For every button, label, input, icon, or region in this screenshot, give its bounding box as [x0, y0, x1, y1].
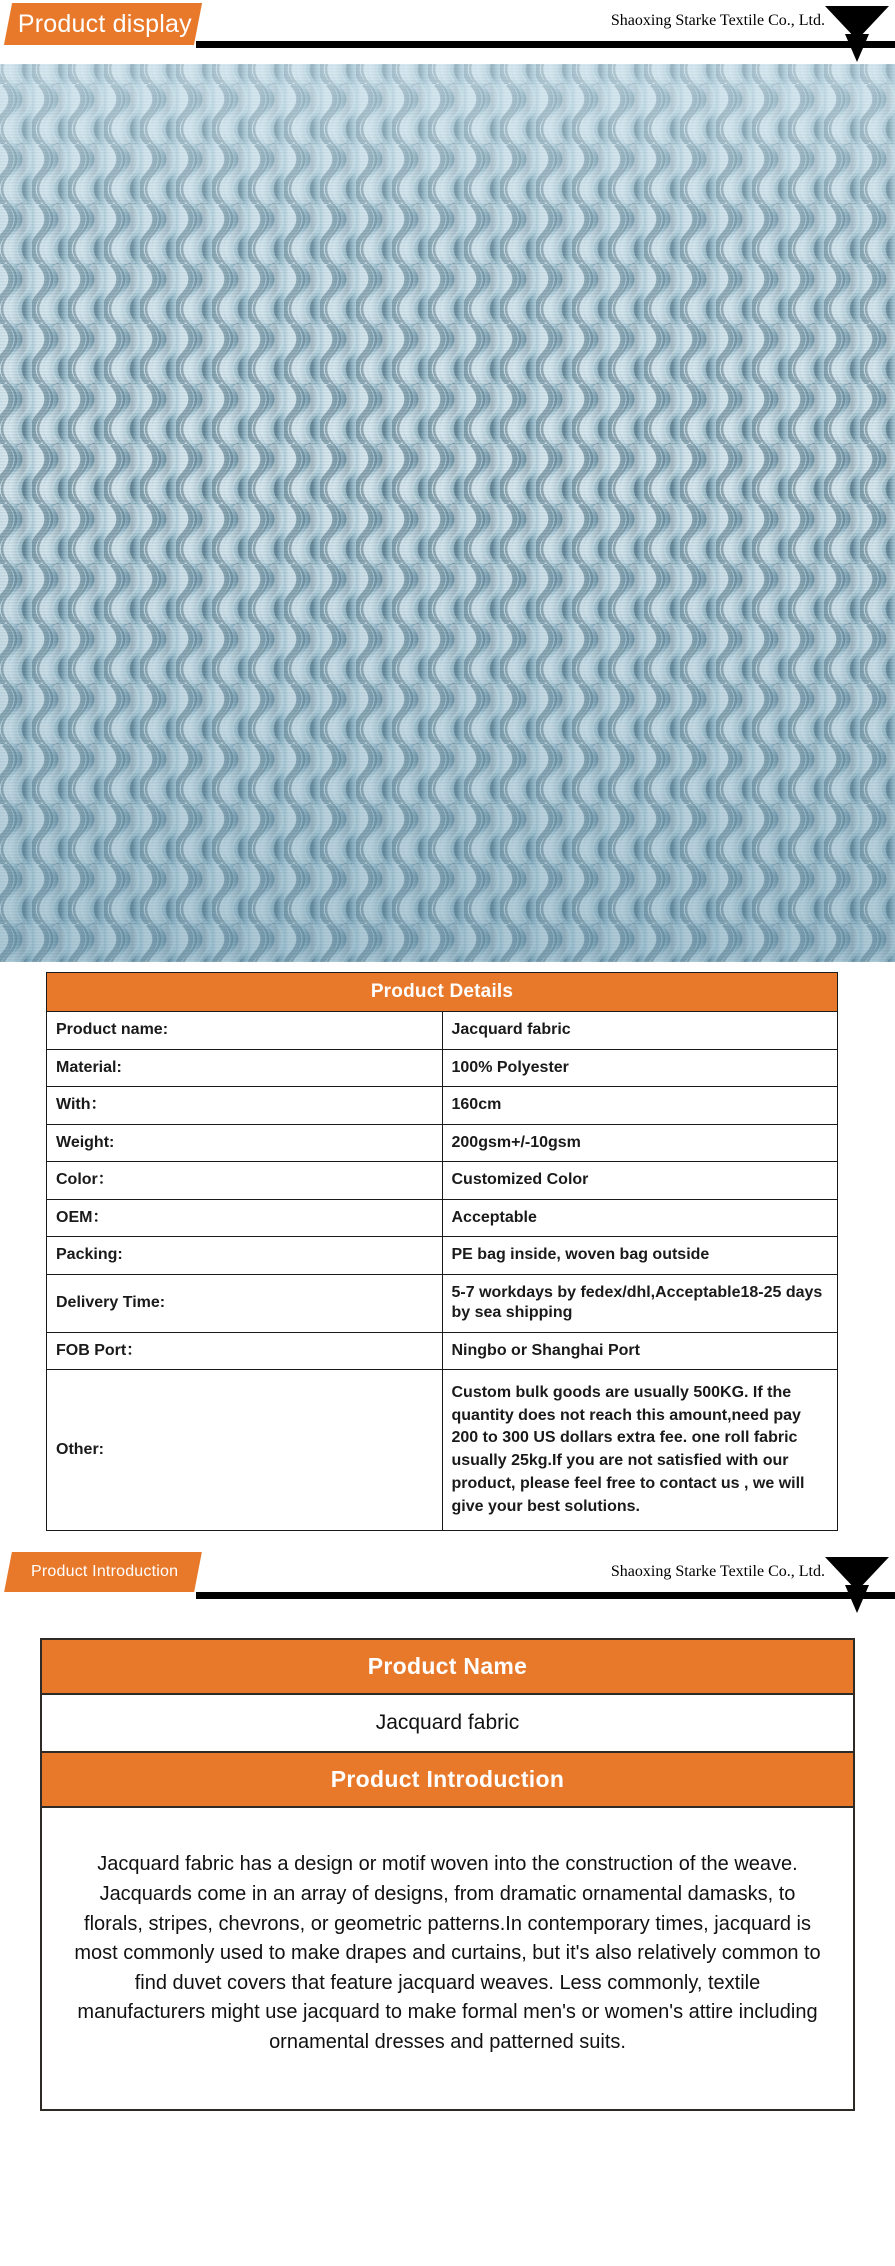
logo-v-shape	[845, 34, 869, 62]
detail-value: Jacquard fabric	[442, 1012, 838, 1049]
fabric-lighting-overlay	[0, 64, 895, 962]
section-tag-product-display	[4, 3, 202, 45]
detail-value: PE bag inside, woven bag outside	[442, 1237, 838, 1274]
triangle-logo-icon	[825, 1557, 889, 1613]
table-row	[47, 1124, 838, 1161]
product-details-header-cell: Product Details	[47, 973, 838, 1012]
detail-value: 100% Polyester	[442, 1049, 838, 1086]
triangle-logo-icon	[825, 6, 889, 62]
section-header-product-display	[0, 0, 895, 64]
product-introduction-header: Product Introduction	[41, 1752, 854, 1807]
detail-key: With：	[47, 1087, 443, 1124]
detail-value: Acceptable	[442, 1199, 838, 1236]
table-row	[47, 1274, 838, 1332]
detail-key: Material:	[47, 1049, 443, 1086]
table-row	[41, 1807, 854, 2110]
product-details-section	[0, 962, 895, 1531]
product-introduction-table	[40, 1638, 855, 2111]
table-row	[47, 1162, 838, 1199]
product-introduction-body-text: Jacquard fabric has a design or motif woven into the construction of the weave. Jacquards come in an array of designs, from dramatic ornamental damasks, to florals, stripes, chevrons, or geometric patterns.In contemporary times, jacquard is most commonly used to make drapes and curtains, but it's also relatively common to find duvet covers that feature jacquard weaves. Less commonly, textile manufacturers might use jacquard to make formal men's or women's attire including ornamental dresses and patterned suits.	[41, 1807, 854, 2110]
detail-value: Customized Color	[442, 1162, 838, 1199]
product-name-header: Product Name	[41, 1639, 854, 1694]
detail-key: Product name:	[47, 1012, 443, 1049]
detail-value: Custom bulk goods are usually 500KG. If the quantity does not reach this amount,need pay 200 to 300 US dollars extra fee. one roll fabric usually 25kg.If you are not satisfied with our product, please feel free to contact us , we will give your best solutions.	[442, 1370, 838, 1531]
table-row	[47, 1049, 838, 1086]
section-tag-label: Product Introduction	[31, 1563, 179, 1581]
product-photo	[0, 64, 895, 962]
product-details-header-row	[47, 973, 838, 1012]
section-tag-product-introduction	[4, 1552, 202, 1592]
detail-key: FOB Port：	[47, 1332, 443, 1369]
section-tag-label: Product display	[18, 9, 192, 38]
detail-value: 160cm	[442, 1087, 838, 1124]
table-row	[47, 1237, 838, 1274]
detail-key: Packing:	[47, 1237, 443, 1274]
product-details-body	[47, 973, 838, 1531]
detail-value: 200gsm+/-10gsm	[442, 1124, 838, 1161]
company-name: Shaoxing Starke Textile Co., Ltd.	[610, 12, 825, 29]
header-rule	[196, 41, 895, 48]
product-name-value: Jacquard fabric	[41, 1694, 854, 1752]
logo-v-shape	[845, 1585, 869, 1613]
table-row	[47, 1199, 838, 1236]
detail-key: OEM：	[47, 1199, 443, 1236]
table-row	[47, 1332, 838, 1369]
detail-value: 5-7 workdays by fedex/dhl,Acceptable18-25 days by sea shipping	[442, 1274, 838, 1332]
table-row	[47, 1370, 838, 1531]
detail-key: Other:	[47, 1370, 443, 1531]
product-details-table	[46, 972, 838, 1531]
table-row	[47, 1012, 838, 1049]
detail-key: Color：	[47, 1162, 443, 1199]
header-rule	[196, 1592, 895, 1599]
table-row	[41, 1752, 854, 1807]
table-row	[47, 1087, 838, 1124]
product-introduction-section	[0, 1615, 895, 2111]
company-name: Shaoxing Starke Textile Co., Ltd.	[610, 1563, 825, 1581]
detail-key: Weight:	[47, 1124, 443, 1161]
detail-value: Ningbo or Shanghai Port	[442, 1332, 838, 1369]
detail-key: Delivery Time:	[47, 1274, 443, 1332]
product-introduction-body	[41, 1639, 854, 2110]
section-header-product-introduction	[0, 1551, 895, 1615]
table-row	[41, 1694, 854, 1752]
table-row	[41, 1639, 854, 1694]
